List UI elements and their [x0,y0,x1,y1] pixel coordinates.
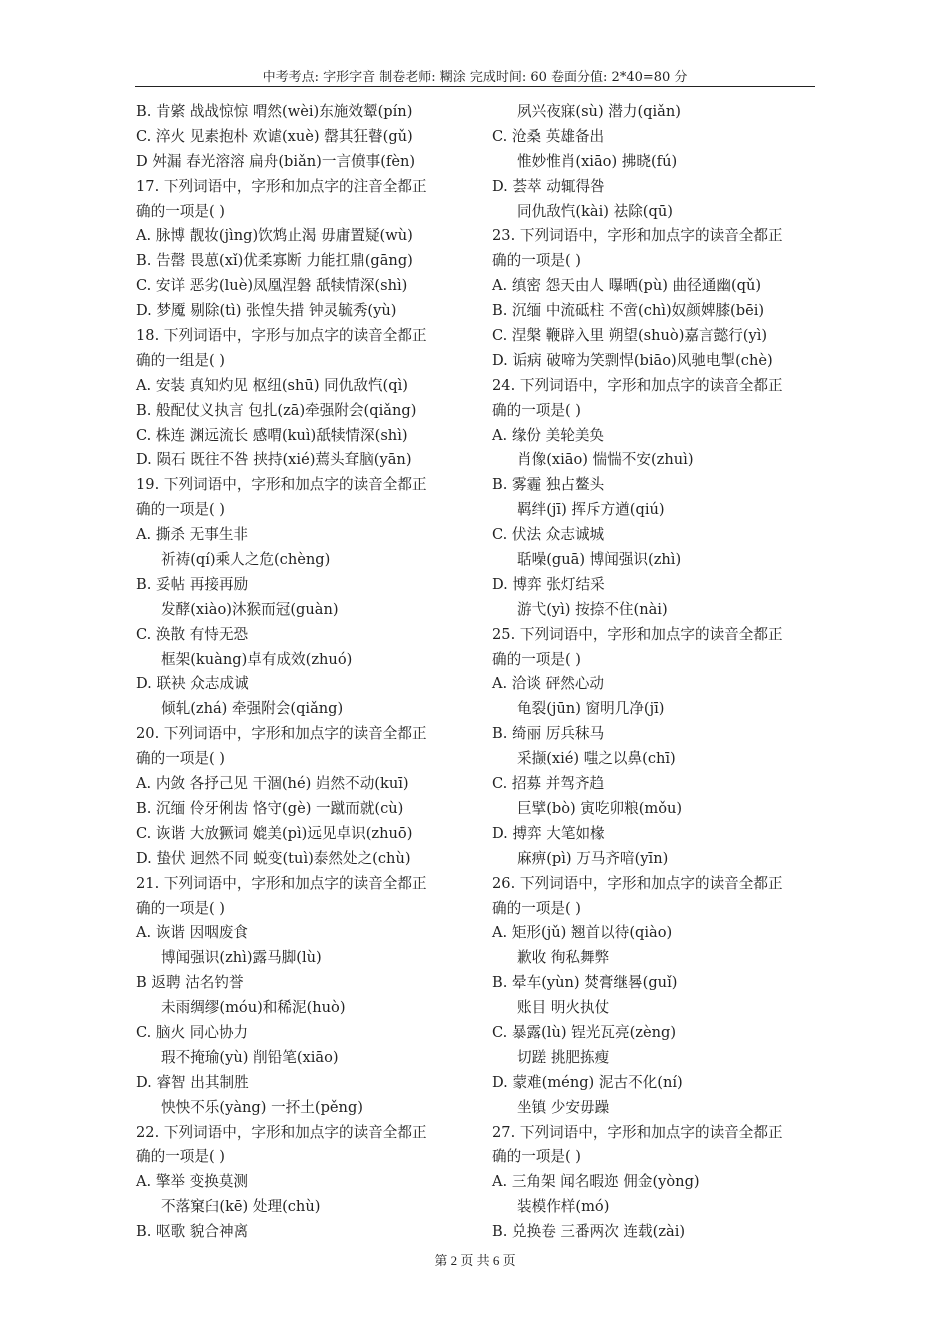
text-line: 确的一项是( ) [136,501,225,519]
text-line: 24. 下列词语中，字形和加点字的读音全都正 [492,376,783,394]
text-line: B 返聘 沽名钓誉 [136,974,244,992]
text-line: 肖像(xiāo) 惴惴不安(zhuì) [517,451,694,469]
text-line: 确的一项是( ) [136,202,225,220]
text-line: 发酵(xiào)沐猴而冠(guàn) [161,600,339,618]
text-line: 25. 下列词语中，字形和加点字的读音全都正 [492,625,783,643]
text-line: 确的一项是( ) [492,401,581,419]
text-line: B. 告罄 畏葸(xǐ)优柔寡断 力能扛鼎(gāng) [136,252,413,270]
text-line: 装模作样(mó) [517,1198,610,1216]
text-line: 游弋(yì) 按捺不住(nài) [517,600,668,618]
text-line: 巨擘(bò) 寅吃卯粮(mǒu) [517,799,683,817]
text-line: 确的一项是( ) [136,899,225,917]
text-line: B. 雾霾 独占鳌头 [492,476,605,494]
text-line: D. 荟萃 动辄得咎 [492,177,605,195]
text-line: 惟妙惟肖(xiāo) 拂晓(fú) [517,152,678,170]
page-header: 中考考点: 字形字音 制卷老师: 糊涂 完成时间: 60 卷面分值: 2*40=80 分 [262,70,688,85]
text-line: A. 内敛 各抒己见 干涸(hé) 岿然不动(kuī) [136,775,409,793]
text-line: 倾轧(zhá) 牵强附会(qiǎng) [161,700,344,718]
text-line: A. 擎举 变换莫测 [136,1173,249,1191]
text-line: A. 缜密 怨天由人 曝晒(pù) 曲径通幽(qǔ) [492,277,762,295]
text-line: C. 涣散 有恃无恐 [136,625,249,643]
text-line: C. 涅槃 鞭辟入里 朔望(shuò)嘉言懿行(yì) [492,327,768,345]
text-line: 博闻强识(zhì)露马脚(lù) [161,949,322,967]
text-line: B. 妥帖 再接再励 [136,575,249,593]
text-line: A. 撕杀 无事生非 [136,526,249,544]
text-line: 26. 下列词语中，字形和加点字的读音全都正 [492,874,783,892]
text-line: 确的一项是( ) [136,1148,225,1166]
text-line: D. 联袂 众志成诚 [136,675,249,693]
text-line: D. 蒙难(méng) 泥古不化(ní) [492,1073,683,1091]
text-line: B. 呕歌 貌合神离 [136,1223,249,1241]
text-line: A. 三角架 闻名暇迩 佣金(yòng) [492,1173,700,1191]
text-line: 23. 下列词语中，字形和加点字的读音全都正 [492,227,783,245]
text-line: 未雨绸缪(móu)和稀泥(huò) [161,999,346,1017]
text-line: 采撷(xié) 嗤之以鼻(chī) [517,750,676,768]
text-line: 19. 下列词语中，字形和加点字的读音全都正 [136,476,427,494]
text-line: 确的一项是( ) [492,252,581,270]
text-line: C. 招募 并驾齐趋 [492,775,605,793]
left-column [136,100,471,1245]
text-line: C. 安详 恶劣(luè)凤凰涅磐 舐犊情深(shì) [136,277,408,295]
text-line: 框架(kuàng)卓有成效(zhuó) [161,650,353,668]
text-line: 账目 明火执仗 [517,999,610,1017]
right-column [492,100,827,1245]
text-line: B. 肯綮 战战惊惊 喟然(wèi)东施效颦(pín) [136,103,413,120]
text-line: 同仇敌忾(kài) 祛除(qū) [517,202,673,220]
text-line: C. 暴露(lù) 锃光瓦亮(zèng) [492,1023,677,1041]
text-line: A. 缘份 美轮美奂 [492,426,605,444]
text-line: D. 博弈 张灯结采 [492,575,605,593]
text-line: 21. 下列词语中，字形和加点字的读音全都正 [136,874,427,892]
text-line: C. 沧桑 英雄备出 [492,127,605,145]
text-line: C. 伏法 众志诚城 [492,526,605,544]
text-line: 龟裂(jūn) 窗明几净(jī) [517,700,665,718]
text-line: D. 诟病 破啼为笑剽悍(biāo)风驰电掣(chè) [492,351,773,369]
text-line: D. 睿智 出其制胜 [136,1073,249,1091]
text-line: B. 晕车(yùn) 焚膏继晷(guǐ) [492,974,678,992]
text-line: 确的一组是( ) [136,351,225,369]
text-line: D. 搏弈 大笔如椽 [492,824,605,842]
text-line: 不落窠臼(kē) 处理(chù) [161,1198,321,1216]
text-line: A. 安装 真知灼见 枢纽(shū) 同仇敌忾(qì) [136,376,408,394]
text-line: 确的一项是( ) [136,750,225,768]
text-line: B. 般配仗义执言 包扎(zā)牵强附会(qiǎng) [136,401,417,419]
text-line: C. 株连 渊远流长 感喟(kuì)舐犊情深(shì) [136,426,408,444]
page-footer: 第 2 页 共 6 页 [434,1253,516,1268]
text-line: D 舛漏 春光溶溶 扁舟(biǎn)一言偾事(fèn) [136,152,416,170]
text-line: 17. 下列词语中，字形和加点字的注音全都正 [136,177,427,195]
text-line: C. 淬火 见素抱朴 欢谑(xuè) 罄其狂瞽(gǔ) [136,127,413,145]
text-line: 确的一项是( ) [492,650,581,668]
text-line: C. 脑火 同心协力 [136,1023,249,1041]
text-line: 麻痹(pì) 万马齐喑(yīn) [517,849,669,867]
text-line: 坐镇 少安毋躁 [517,1098,610,1116]
text-line: B. 沉缅 伶牙俐齿 恪守(gè) 一蹴而就(cù) [136,799,404,817]
text-line: 确的一项是( ) [492,899,581,917]
text-line: D. 陨石 既往不咎 挟持(xié)蔫头耷脑(yān) [136,451,412,469]
text-line: 怏怏不乐(yàng) 一抔土(pěng) [161,1098,363,1116]
text-line: A. 洽谈 砰然心动 [492,675,605,693]
text-line: 羁绊(jī) 挥斥方遒(qiú) [517,501,665,519]
text-line: B. 沉缅 中流砥柱 不啻(chì)奴颜婢膝(bēi) [492,302,765,320]
header-rule [135,86,815,87]
text-line: 歉收 徇私舞弊 [517,949,610,967]
text-line: 27. 下列词语中，字形和加点字的读音全都正 [492,1123,783,1141]
text-line: 18. 下列词语中，字形与加点字的读音全都正 [136,327,427,345]
text-line: 确的一项是( ) [492,1148,581,1166]
text-line: B. 兑换卷 三番两次 连载(zài) [492,1223,686,1241]
text-line: A. 矩形(jǔ) 翘首以待(qiào) [492,924,673,942]
text-line: 切蹉 挑肥拣瘦 [517,1048,610,1066]
text-line: 瑕不掩瑜(yù) 削铅笔(xiāo) [161,1048,339,1066]
text-line: D. 蛰伏 迥然不同 蜕变(tuì)泰然处之(chù) [136,849,411,867]
text-line: 20. 下列词语中，字形和加点字的读音全都正 [136,725,427,743]
text-line: 夙兴夜寐(sù) 潜力(qiǎn) [517,103,681,120]
text-line: A. 诙谐 因咽废食 [136,924,249,942]
text-line: 祈祷(qí)乘人之危(chèng) [161,551,331,569]
text-line: 22. 下列词语中，字形和加点字的读音全都正 [136,1123,427,1141]
text-line: 聒噪(guā) 博闻强识(zhì) [517,551,682,569]
text-line: D. 梦魇 剔除(tì) 张惶失措 钟灵毓秀(yù) [136,302,397,320]
text-line: C. 诙谐 大放獗词 媲美(pì)远见卓识(zhuō) [136,824,413,842]
text-line: B. 绮丽 厉兵秣马 [492,725,605,743]
text-line: A. 脉博 靓妆(jìng)饮鸩止渴 毋庸置疑(wù) [136,227,413,245]
